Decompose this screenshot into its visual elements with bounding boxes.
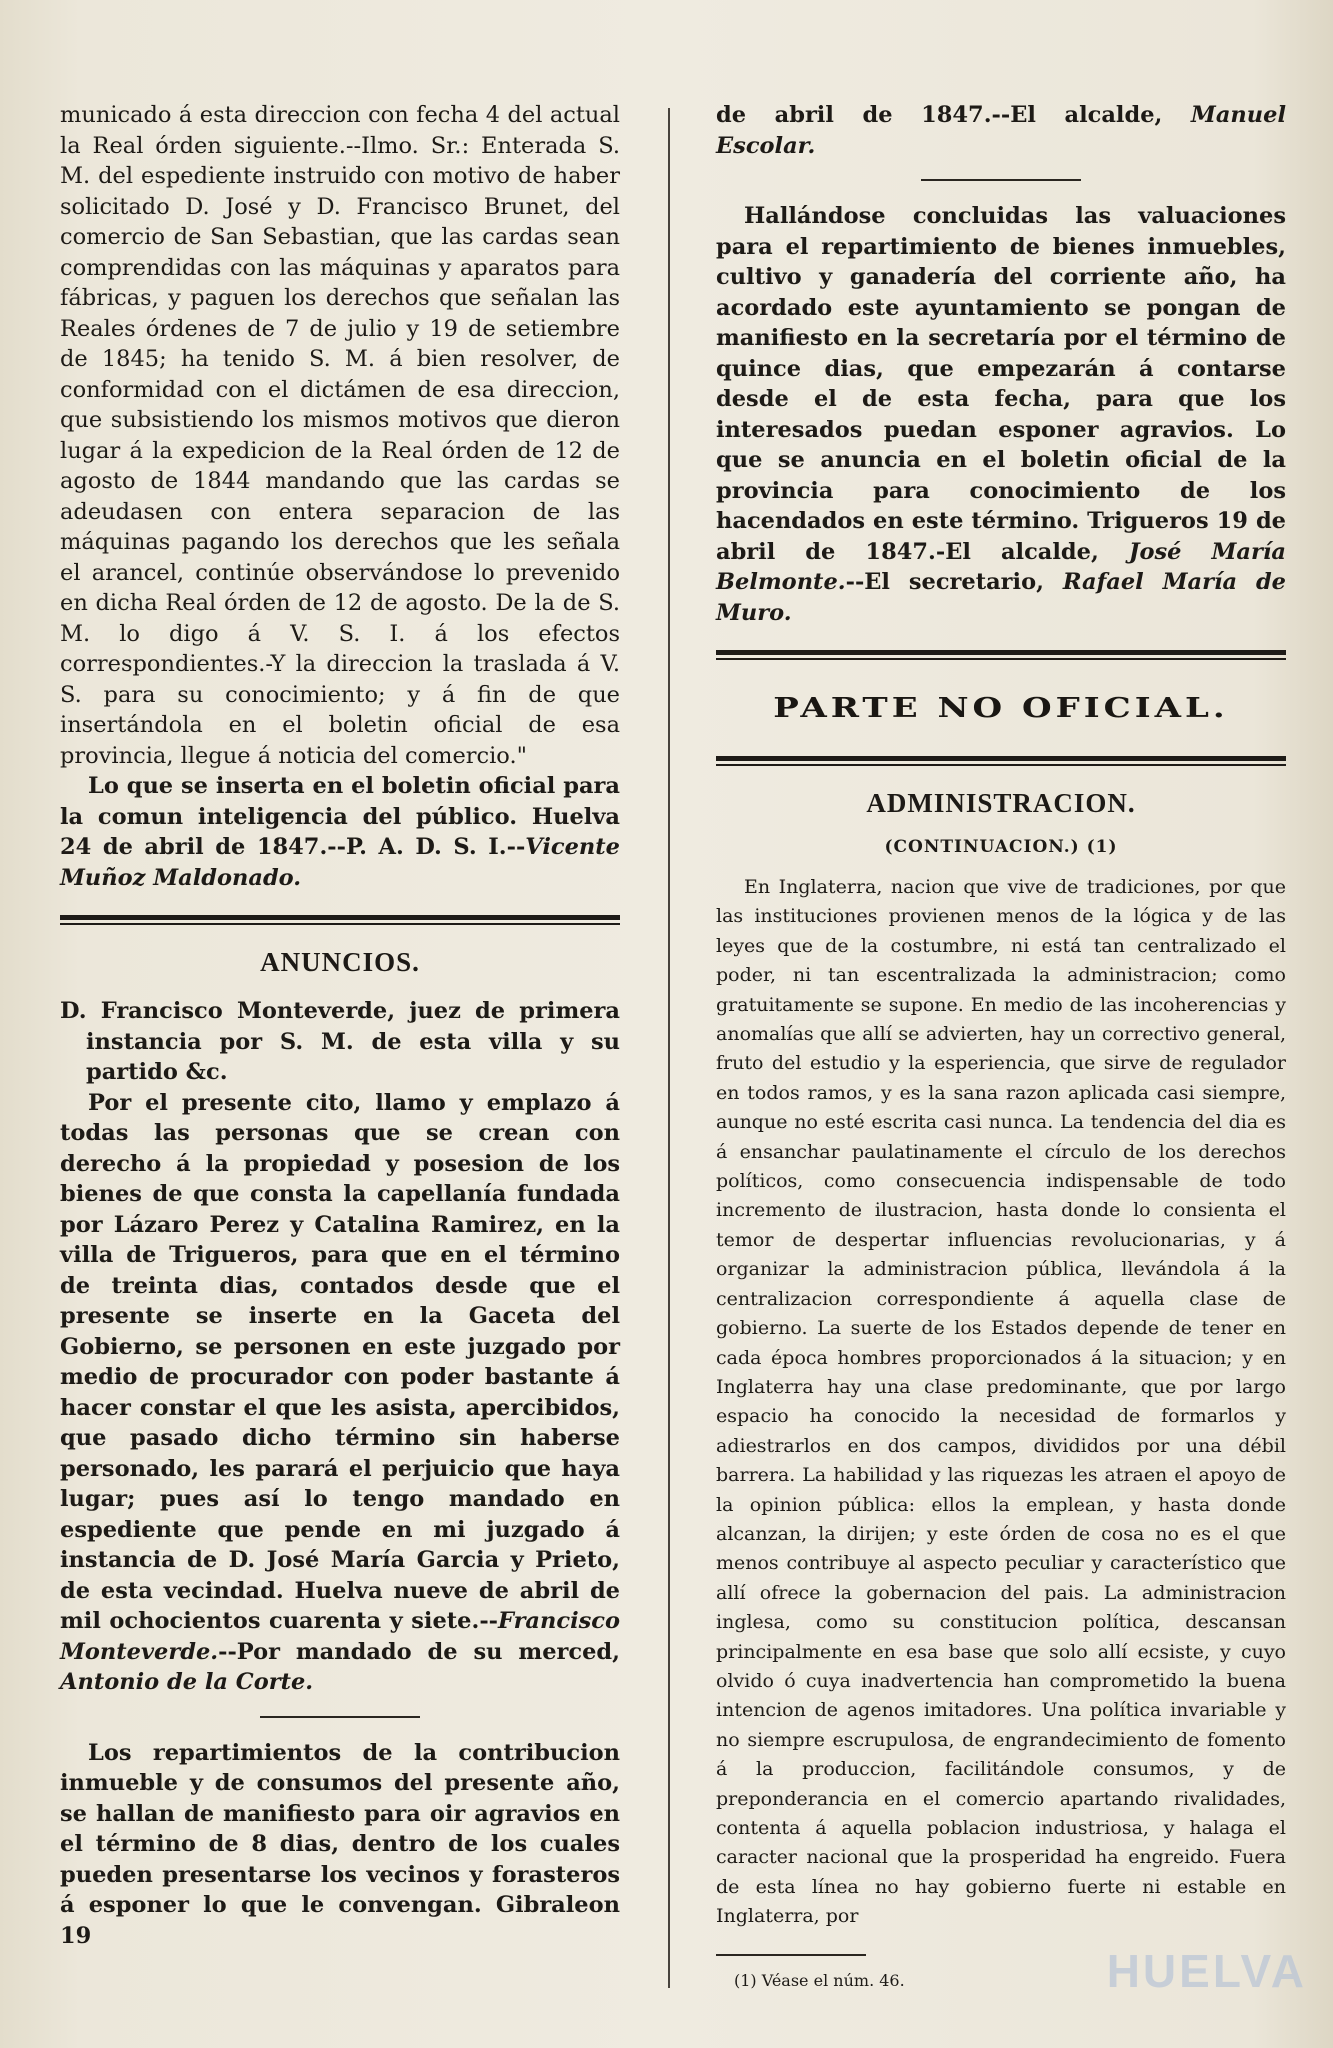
- short-divider: [260, 1716, 420, 1718]
- right-paragraph-1-signature: Manuel Escolar.: [716, 102, 1286, 159]
- left-paragraph-4-signature-1: Francisco Monteverde.: [60, 1608, 620, 1665]
- right-paragraph-2-signature-2: Rafael María de Muro.: [716, 569, 1286, 626]
- left-paragraph-4-mid: --Por mandado de su merced,: [218, 1638, 620, 1665]
- left-paragraph-3: D. Francisco Monteverde, juez de primera instancia por S. M. de esta villa y su partido &c.: [60, 998, 620, 1085]
- left-paragraph-5: Los repartimientos de la contribucion inmueble y de consumos del presente año, se hallan de manifiesto para oir agravios en el término de 8 dias, dentro de los cuales pueden presentarse los vecinos y forasteros á esponer lo que le convengan. Gibraleon 19: [60, 1739, 620, 1949]
- left-paragraph-2: [60, 771, 620, 893]
- footnote: (1) Véase el núm. 46.: [734, 1970, 905, 1990]
- anuncios-heading: ANUNCIOS.: [260, 947, 420, 977]
- right-paragraph-2-signature-1: José María Belmonte.: [716, 538, 1286, 595]
- continuacion-subheading: (CONTINUACION.) (1): [884, 837, 1118, 857]
- left-column: [60, 100, 620, 1951]
- left-paragraph-2-text: Lo que se inserta en el boletin oficial para la comun inteligencia del público. Huelva 24 de abril de 1847.--P. A. D. S. I.--: [60, 773, 620, 860]
- left-paragraph-1: municado á esta direccion con fecha 4 del actual la Real órden siguiente.--Ilmo. Sr.: Enterada S. M. del espediente instruido con motivo de haber solicitado D. José y D. Francisco Brunet, del comercio de San Sebastian, que las cardas sean comprendidas con las máquinas y aparatos para fábricas, y paguen los derechos que señalan las Reales órdenes de 7 de julio y 19 de setiembre de 1845; ha tenido S. M. á bien resolver, de conformidad con el dictámen de esa direccion, que subsistiendo los mismos motivos que dieron lugar á la expedicion de la Real órden de 12 de agosto de 1844 mandando que las cardas se adeudasen con entera separacion de las máquinas pagando los derechos que les señala el arancel, continúe observándose lo prevenido en dicha Real órden de 12 de agosto. De la de S. M. lo digo á V. S. I. á los efectos correspondientes.-Y la direccion la traslada á V. S. para su conocimiento; y á fin de que insertándola en el boletin oficial de esa provincia, llegue á noticia del comercio.": [60, 102, 620, 769]
- column-rule: [668, 108, 670, 1988]
- right-paragraph-2-text: Hallándose concluidas las valuaciones para el repartimiento de bienes inmuebles, cultivo y ganadería del corriente año, ha acordado este ayuntamiento se pongan de manifiesto en la secretaría por el término de quince dias, que empezarán á contarse desde el de esta fecha, para que los interesados puedan esponer agravios. Lo que se anuncia en el boletin oficial de la provincia para conocimiento de los hacendados en este término. Trigueros 19 de abril de 1847.-El alcalde,: [716, 203, 1286, 565]
- parte-no-oficial-title: PARTE NO OFICIAL.: [773, 692, 1229, 724]
- footnote-rule: [716, 1954, 866, 1956]
- right-paragraph-1: [716, 100, 1286, 161]
- right-column: [716, 100, 1286, 1992]
- section-divider-right-1: [716, 650, 1286, 660]
- right-paragraph-2: [716, 201, 1286, 628]
- administracion-heading: ADMINISTRACION.: [866, 788, 1136, 818]
- left-paragraph-2-signature: Vicente Muñoz Maldonado.: [60, 834, 620, 891]
- short-divider-right: [921, 179, 1081, 181]
- left-paragraph-4: [60, 1088, 620, 1698]
- library-watermark: HUELVA: [1106, 1945, 1307, 1997]
- right-paragraph-2-mid: --El secretario,: [845, 569, 1063, 595]
- right-paragraph-3: En Inglaterra, nacion que vive de tradiciones, por que las instituciones provienen menos de la lógica y de las leyes que de la costumbre, ni está tan centralizado el poder, ni tan escentralizada la administracion; como gratuitamente se supone. En medio de las incoherencias y anomalías que allí se advierten, hay un correctivo general, fruto del estudio y la esperiencia, que sirve de regulador en todos ramos, y es la sana razon aplicada casi siempre, aunque no esté escrita casi nunca. La tendencia del dia es á ensanchar paulatinamente el círculo de los derechos políticos, como consecuencia indispensable de todo incremento de ilustracion, hasta donde lo consienta el temor de despertar influencias revolucionarias, y á organizar la administracion pública, llevándola á la centralizacion correspondiente á aquella clase de gobierno. La suerte de los Estados depende de tener en cada época hombres proporcionados á la situacion; y en Inglaterra hay una clase predominante, que por largo espacio ha conocido la necesidad de formarlos y adiestrarlos en dos campos, divididos por una débil barrera. La habilidad y las riquezas les atraen el apoyo de la opinion pública: ellos la emplean, y hasta donde alcanzan, la dirijen; y este órden de cosa no es el que menos contribuye al aspecto peculiar y característico que allí ofrece la gobernacion del pais. La administracion inglesa, como su constitucion política, descansan principalmente en esa base que solo allí ecsiste, y cuyo olvido ó cuya inadvertencia han comprometido la buena intencion de agenos imitadores. Una política invariable y no siempre escrupulosa, de engrandecimiento de fomento á la produccion, facilitándole consumos, y de preponderancia en el comercio apartando rivalidades, contenta á aquella poblacion industriosa, y halaga el caracter nacional que la prosperidad ha engreido. Fuera de esta línea no hay gobierno fuerte ni estable en Inglaterra, por: [716, 876, 1286, 1928]
- section-divider: [60, 915, 620, 925]
- section-divider-right-2: [716, 756, 1286, 766]
- left-paragraph-4-signature-2: Antonio de la Corte.: [60, 1669, 314, 1695]
- right-paragraph-1-text: de abril de 1847.--El alcalde,: [716, 102, 1191, 128]
- left-paragraph-4-text: Por el presente cito, llamo y emplazo á todas las personas que se crean con derecho á la propiedad y posesion de los bienes de que consta la capellanía fundada por Lázaro Perez y Catalina Ramirez, en la villa de Trigueros, para que en el término de treinta dias, contados desde que el presente se inserte en la Gaceta del Gobierno, se personen en este juzgado por medio de procurador con poder bastante á hacer constar el que les asista, apercibidos, que pasado dicho término sin haberse personado, les parará el perjuicio que haya lugar; pues así lo tengo mandado en espediente que pende en mi juzgado á instancia de D. José María Garcia y Prieto, de esta vecindad. Huelva nueve de abril de mil ochocientos cuarenta y siete.--: [60, 1089, 620, 1634]
